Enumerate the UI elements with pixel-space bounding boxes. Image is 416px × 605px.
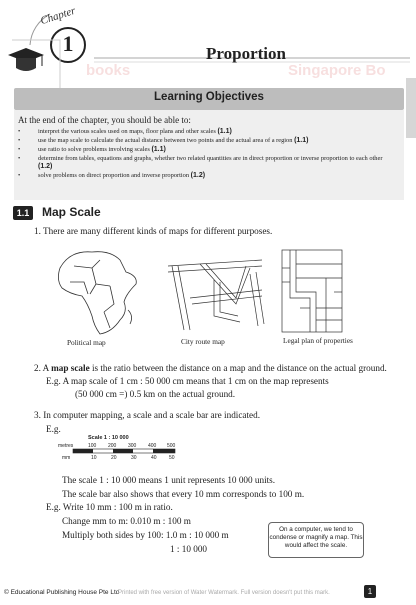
item-3-example-label: E.g. (46, 424, 61, 434)
objectives-banner (14, 88, 404, 110)
scale-bar-metres-label: metres (58, 443, 74, 449)
objective-item: • interpret the various scales used on maps, floor plans and other scales (1.1) (18, 128, 232, 135)
objective-item: • determine from tables, equations and graphs, whether two related quantities are in direct proportion or inverse proportion to each other (1.2) (18, 155, 383, 170)
scale-tick-top: 100 (88, 443, 97, 449)
legal-plan-image (282, 250, 342, 332)
section-number: 1.1 (13, 206, 33, 220)
scale-tick-top: 400 (148, 443, 157, 449)
ratio-step-1: Change mm to m: 0.010 m : 100 m (62, 516, 191, 526)
scale-explanation-2: The scale bar also shows that every 10 mm corresponds to 100 m. (62, 489, 305, 499)
side-note: On a computer, we tend to condense or magnify a map. This would affect the scale. (268, 522, 364, 558)
item-2-text: 2. A map scale is the ratio between the distance on a map and the distance on the actual ground. (34, 363, 387, 373)
page-title: Proportion (206, 44, 286, 63)
ratio-example-heading: E.g. Write 10 mm : 100 m in ratio. (46, 502, 173, 512)
scale-tick-bottom: 30 (131, 455, 137, 461)
ratio-step-2: Multiply both sides by 100: 1.0 m : 10 000 m (62, 530, 229, 540)
section-title: Map Scale (42, 205, 101, 219)
scale-bar (58, 435, 178, 465)
scale-bar-graphic (58, 435, 178, 465)
scale-tick-top: 300 (128, 443, 137, 449)
scale-tick-top: 500 (167, 443, 176, 449)
publisher-credit: © Educational Publishing House Pte Ltd (4, 589, 120, 596)
scale-tick-bottom: 20 (111, 455, 117, 461)
chapter-label: Chapter (39, 4, 78, 28)
scale-explanation-1: The scale 1 : 10 000 means 1 unit represents 10 000 units. (62, 475, 276, 485)
objective-item: • use ratio to solve problems involving scales (1.1) (18, 146, 166, 153)
watermark-left: books (86, 62, 131, 79)
scale-tick-top: 200 (108, 443, 117, 449)
objective-item: • use the map scale to calculate the actual distance between two points and the actual area of a region (1.1) (18, 137, 309, 144)
page-number: 1 (364, 585, 376, 598)
scale-tick-bottom: 50 (169, 455, 175, 461)
item-3-text: 3. In computer mapping, a scale and a scale bar are indicated. (34, 410, 261, 420)
political-map-image (58, 252, 136, 334)
footer-watermark: Printed with free version of Water Watermark. Full version doesn't put this mark. (118, 590, 330, 596)
objective-item: • solve problems on direct proportion and inverse proportion (1.2) (18, 171, 206, 179)
item-1-text: 1. There are many different kinds of maps for different purposes. (34, 226, 273, 236)
item-2-example-line-1: E.g. A map scale of 1 cm : 50 000 cm means that 1 cm on the map represents (46, 376, 329, 386)
caption-political-map: Political map (67, 338, 106, 347)
city-route-map-image (168, 260, 264, 330)
scale-tick-bottom: 40 (151, 455, 157, 461)
term-map-scale: map scale (51, 363, 90, 373)
ratio-result: 1 : 10 000 (170, 544, 208, 554)
scale-bar-mm-label: mm (62, 455, 71, 461)
objectives-intro: At the end of the chapter, you should be able to: (18, 115, 191, 125)
objectives-heading: Learning Objectives (154, 91, 264, 103)
caption-city-route-map: City route map (181, 337, 225, 346)
caption-legal-plan: Legal plan of properties (283, 336, 353, 345)
item-2-example-line-2: (50 000 cm =) 0.5 km on the actual ground. (75, 389, 236, 399)
watermark-right: Singapore Bo (288, 62, 386, 79)
objectives-list (18, 128, 398, 181)
chapter-number: 1 (62, 31, 74, 56)
chapter-header (0, 0, 416, 92)
side-tab (406, 78, 416, 138)
scale-bar-title: Scale 1 : 10 000 (88, 435, 129, 441)
scale-tick-bottom: 10 (91, 455, 97, 461)
